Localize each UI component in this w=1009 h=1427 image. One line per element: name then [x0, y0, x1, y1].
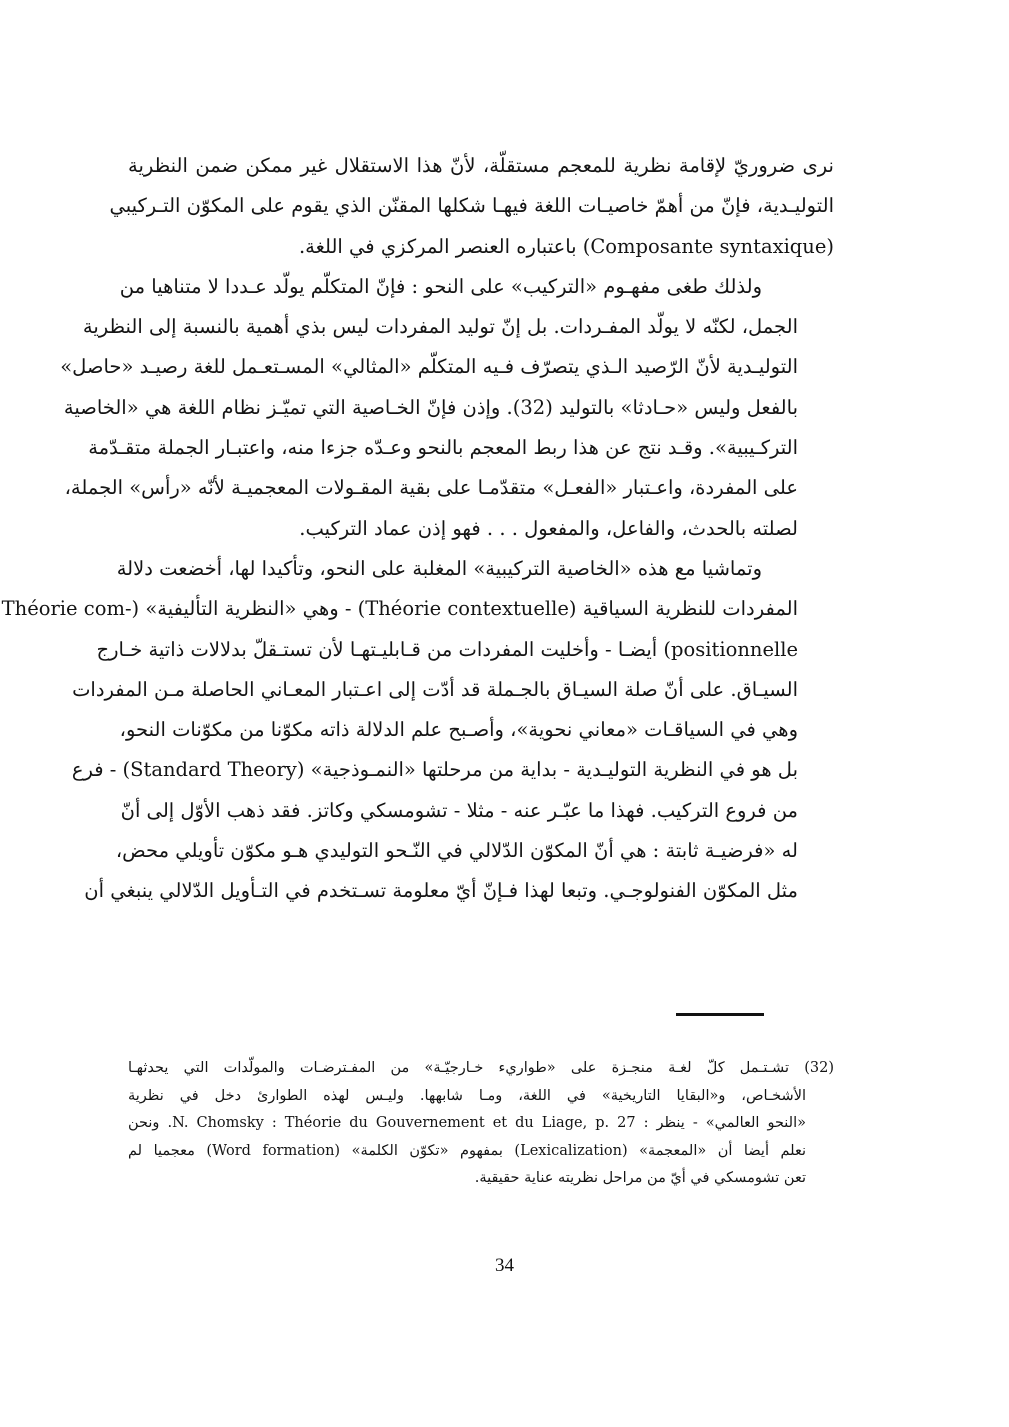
text-line: التوليـدية، فإنّ من أهمّ خاصيـات اللغة فيهـا شكلها المقنّن الذي يقوم على المكوّن التـركيبي — [109, 194, 834, 218]
text-line: على المفردة، واعـتبار «الفعـل» متقدّمـا على بقية المقـولات المعجميـة لأنّه «رأس» الجملة، — [64, 476, 798, 500]
text-line: له «فرضيـة ثابتة : هي أنّ المكوّن الدّلالي في النّـحو التوليدي هـو مكوّن تأويلي محض، — [115, 839, 798, 863]
text-line: المفردات للنظرية السياقية (Théorie contextuelle) - وهي «النظرية التأليفية» (-Théorie com — [1, 597, 798, 621]
text-line: لصلته بالحدث، والفاعل، والمفعول . . . فهو إذن عماد التركيب. — [299, 516, 798, 540]
text-line: التوليـدية لأنّ الرّصيد الـذي يتصرّف فـيه المتكلّم «المثالي» المسـتعـمل للغة رصيـد «حاصل» — [60, 355, 798, 379]
text-line: ولذلك طغى مفهـوم «التركيب» على النحو : فإنّ المتكلّم يولّد عـددا لا متناهيا من — [119, 274, 762, 298]
text-line: التركـيبية». وقـد نتج عن هذا ربط المعجم بالنحو وعـدّه جزءا منه، واعتبـار الجملة متقـدّمة — [88, 436, 798, 460]
text-line: (Composante syntaxique) باعتباره العنصر المركزي في اللغة. — [298, 234, 834, 258]
text-line: وتماشيا مع هذه «الخاصية التركيبية» المغلبة على النحو، وتأكيدا لها، أخضعت دلالة — [116, 556, 762, 580]
text-line: السيـاق. على أنّ صلة السيـاق بالجـملة قد أدّت إلى اعـتبار المعـاني الحاصلة مـن المفردات — [72, 677, 798, 701]
text-line: مثل المكوّن الفنولوجـي. وتبعا لهذا فـإنّ أيّ معلومة تسـتخدم في التـأويل الدّلالي ينبغي أن — [84, 879, 798, 903]
footnote-line: نعلم أيضا أن «المعجمة» (Lexicalization) بمفهوم «تكوّن الكلمة» (Word formation) معجميا لم — [128, 1142, 806, 1159]
paragraph-1 — [109, 146, 834, 267]
paragraph-2 — [60, 267, 834, 549]
text-line: بل هو في النظرية التوليـدية - بداية من مرحلتها «النمـوذجية» (Standard Theory) - فرع — [71, 758, 798, 782]
footnote-line: (32) تشـتـمل كلّ لغـة منجـزة على «طواريء خـارجيّـة» من المفـترضـات والمولّدات التي يحدثهـا — [128, 1060, 834, 1076]
text-line: positionnelle) أيضـا - وأخليت المفردات من قـابليـتهـا لأن تستـقلّ بدلالات ذاتية خـارج — [96, 637, 798, 661]
footnote-line: «النحو العالمي» - ينظر : N. Chomsky : Théorie du Gouvernement et du Liage, p. 27. ونحن — [128, 1115, 806, 1131]
text-line: وهي في السياقـات «معاني نحوية»، وأصـبح علم الدلالة ذاته مكوّنا من مكوّنات النحو، — [119, 718, 798, 742]
footnote-line: تعن تشومسكي في أيّ من مراحل نظريته عناية حقيقية. — [474, 1170, 806, 1186]
main-text — [1, 146, 834, 912]
footnote — [128, 1055, 834, 1193]
text-line: نرى ضروريّ لإقامة نظرية للمعجم مستقلّة، لأنّ هذا الاستقلال غير ممكن ضمن النظرية — [128, 154, 834, 177]
paragraph-3 — [1, 549, 834, 912]
footnote-separator — [676, 1013, 764, 1016]
footnote-line: الأشخـاص، و«البقايا التاريخية» في اللغة، ومـا شابهها. وليـس لهذه الطوارئ دخل في نظرية — [128, 1087, 806, 1104]
text-line: من فروع التركيب. فهذا ما عبّـر عنه - مثلا - تشومسكي وكاتز. فقد ذهب الأوّل إلى أنّ — [120, 798, 798, 822]
text-line: بالفعل وليس «حـادثا» بالتوليد (32). وإذن فإنّ الخـاصية التي تميّـز نظام اللغة هي «الخاصية — [63, 395, 798, 419]
text-line: الجمل، لكنّه لا يولّد المفـردات. بل إنّ توليد المفردات ليس بذي أهمية بالنسبة إلى النظرية — [82, 315, 798, 339]
page-number: 34 — [495, 1255, 514, 1276]
